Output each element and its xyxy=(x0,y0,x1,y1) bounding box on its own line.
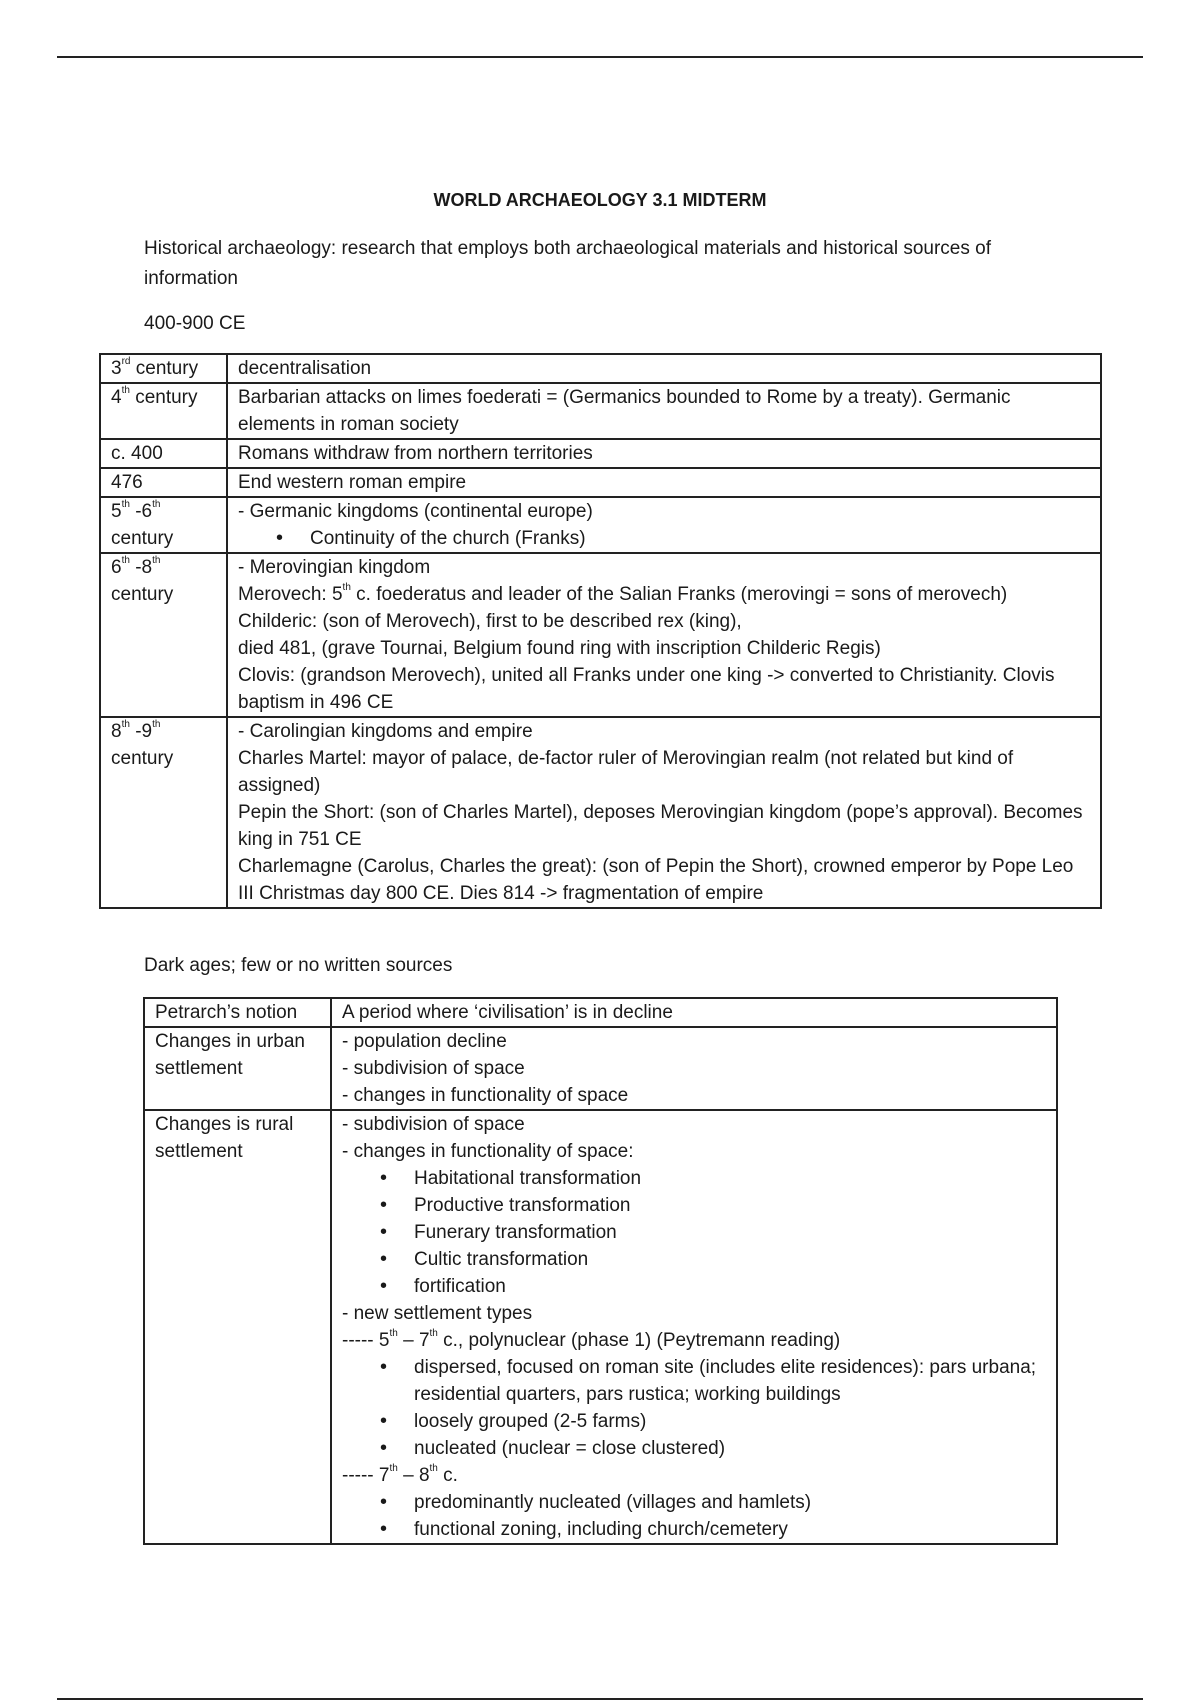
list-item: • Habitational transformation xyxy=(342,1165,1046,1192)
table-row xyxy=(100,497,1101,553)
list-item: • Funerary transformation xyxy=(342,1219,1046,1246)
topic-cell: Changes is rural settlement xyxy=(144,1110,331,1544)
description-cell: - subdivision of space - changes in functionality of space: • Habitational transformation • Productive transformation • Funerary transformation • Cultic transformation • fortification - new settlement types ----- 5th – 7th c., polynuclear (phase 1) (Peytremann reading) • dispersed, focused on roman site (includes elite residences): pars urbana; residential quarters, pars rustica; working buildings • loosely grouped (2-5 farms) • nucleated (nuclear = close clustered) ----- 7th – 8th c. • predominantly nucleated (villages and hamlets) • functional zoning, including church/cemetery xyxy=(331,1110,1057,1544)
description-cell: - population decline - subdivision of space - changes in functionality of space xyxy=(331,1027,1057,1110)
list-item: • dispersed, focused on roman site (includes elite residences): pars urbana; residential quarters, pars rustica; working buildings xyxy=(342,1354,1046,1408)
period-cell: 6th -8th century xyxy=(100,553,227,717)
bullet-list xyxy=(342,1165,1046,1300)
event-cell: - Merovingian kingdom Merovech: 5th c. foederatus and leader of the Salian Franks (merovingi = sons of merovech) Childeric: (son of Merovech), first to be described rex (king), died 481, (grave Tournai, Belgium found ring with inscription Childeric Regis) Clovis: (grandson Merovech), united all Franks under one king -> converted to Christianity. Clovis baptism in 496 CE xyxy=(227,553,1101,717)
timeline-table xyxy=(99,353,1102,909)
period-cell: 5th -6th century xyxy=(100,497,227,553)
table-row xyxy=(100,553,1101,717)
topic-cell: Petrarch’s notion xyxy=(144,998,331,1027)
table-row xyxy=(100,468,1101,497)
table-row xyxy=(100,439,1101,468)
dark-ages-table xyxy=(143,997,1058,1545)
list-item: • nucleated (nuclear = close clustered) xyxy=(342,1435,1046,1462)
period-cell: 8th -9th century xyxy=(100,717,227,908)
event-cell: - Carolingian kingdoms and empire Charles Martel: mayor of palace, de-factor ruler of Merovingian realm (not related but kind of assigned) Pepin the Short: (son of Charles Martel), deposes Merovingian kingdom (pope’s approval). Becomes king in 751 CE Charlemagne (Carolus, Charles the great): (son of Pepin the Short), crowned emperor by Pope Leo III Christmas day 800 CE. Dies 814 -> fragmentation of empire xyxy=(227,717,1101,908)
event-cell: Barbarian attacks on limes foederati = (Germanics bounded to Rome by a treaty). Germanic elements in roman society xyxy=(227,383,1101,439)
table-row xyxy=(144,1110,1057,1544)
table-row xyxy=(144,1027,1057,1110)
table-row xyxy=(100,717,1101,908)
bullet-list xyxy=(342,1354,1046,1462)
event-cell: - Germanic kingdoms (continental europe) • Continuity of the church (Franks) xyxy=(227,497,1101,553)
event-cell: decentralisation xyxy=(227,354,1101,383)
list-item: • Continuity of the church (Franks) xyxy=(238,525,1090,552)
description-cell: A period where ‘civilisation’ is in decline xyxy=(331,998,1057,1027)
table-row xyxy=(100,354,1101,383)
list-item: • fortification xyxy=(342,1273,1046,1300)
bullet-list xyxy=(238,525,1090,552)
definition-paragraph: Historical archaeology: research that employs both archaeological materials and historical sources of information xyxy=(144,238,991,289)
list-item: • Productive transformation xyxy=(342,1192,1046,1219)
dark-ages-heading: Dark ages; few or no written sources xyxy=(144,955,453,976)
list-item: • Cultic transformation xyxy=(342,1246,1046,1273)
page-title: WORLD ARCHAEOLOGY 3.1 MIDTERM xyxy=(433,190,767,210)
period-cell: 3rd century xyxy=(100,354,227,383)
phase-heading: ----- 5th – 7th c., polynuclear (phase 1) (Peytremann reading) xyxy=(342,1328,841,1351)
event-cell: Romans withdraw from northern territories xyxy=(227,439,1101,468)
bullet-list xyxy=(342,1489,1046,1543)
header-rule xyxy=(57,56,1143,58)
date-range: 400-900 CE xyxy=(144,313,246,334)
period-cell: 4th century xyxy=(100,383,227,439)
list-item: • loosely grouped (2-5 farms) xyxy=(342,1408,1046,1435)
event-cell: End western roman empire xyxy=(227,468,1101,497)
list-item: • predominantly nucleated (villages and hamlets) xyxy=(342,1489,1046,1516)
list-item: • functional zoning, including church/cemetery xyxy=(342,1516,1046,1543)
table-row xyxy=(100,383,1101,439)
period-cell: c. 400 xyxy=(100,439,227,468)
topic-cell: Changes in urban settlement xyxy=(144,1027,331,1110)
table-row xyxy=(144,998,1057,1027)
period-cell: 476 xyxy=(100,468,227,497)
phase-heading: ----- 7th – 8th c. xyxy=(342,1463,458,1486)
